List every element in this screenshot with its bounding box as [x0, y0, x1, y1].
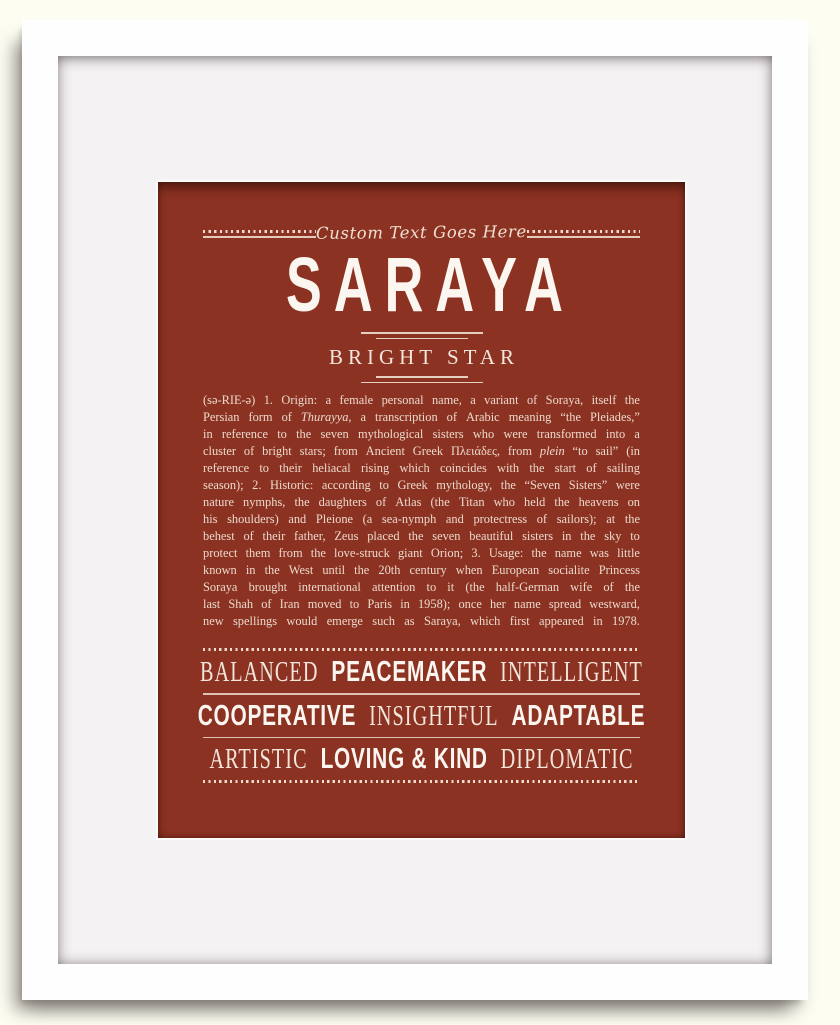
traits-divider — [203, 737, 640, 738]
trait-word: ARTISTIC — [209, 744, 308, 776]
trait-row — [200, 656, 643, 689]
trait-word: BALANCED — [200, 657, 319, 689]
trait-word: INSIGHTFUL — [369, 700, 499, 732]
meaning-title: BRIGHT STAR — [328, 345, 520, 370]
definition-line: cluster of bright stars; from Ancient Greek Πλειάδες, from plein “to sail” (in — [203, 444, 640, 459]
definition-line: behest of their father, Zeus placed the seven beautiful sisters in the sky to — [203, 529, 640, 544]
right-dotted-rule — [527, 230, 640, 237]
trait-word: INTELLIGENT — [500, 657, 643, 689]
custom-text-label: Custom Text Goes Here — [315, 221, 528, 243]
picture-frame — [22, 20, 808, 1000]
definition-line: (sə-RIE-ə) 1. Origin: a female personal name, a variant of Soraya, itself the — [203, 393, 640, 408]
custom-text-header — [203, 220, 640, 244]
dotted-line — [203, 780, 640, 783]
definition-line: new spellings would emerge such as Saraya, which first appeared in 1978. — [203, 614, 640, 629]
trait-word: COOPERATIVE — [197, 699, 357, 732]
definition-line: known in the West until the 20th century when European socialite Princess — [203, 563, 640, 578]
solid-rule — [203, 236, 316, 237]
definition-line: protect them from the love-struck giant Orion; 3. Usage: the name was little — [203, 546, 640, 561]
dotted-line — [203, 648, 640, 651]
definition-line: Soraya brought international attention to it (the half-German wife of the — [203, 580, 640, 595]
trait-row — [209, 743, 634, 776]
definition-line: Persian form of Thurayya, a transcription of Arabic meaning “the Pleiades,” — [203, 410, 640, 425]
trait-word: DIPLOMATIC — [500, 744, 634, 776]
left-dotted-rule — [203, 230, 316, 237]
divider-above-meaning — [361, 332, 483, 339]
trait-word: LOVING & KIND — [320, 743, 488, 776]
definition-text — [203, 392, 640, 630]
traits-divider — [203, 693, 640, 694]
trait-word: PEACEMAKER — [331, 656, 488, 689]
name-title: SARAYA — [285, 242, 575, 328]
definition-line: nature nymphs, the daughters of Atlas (the Titan who held the heavens on — [203, 495, 640, 510]
definition-line: last Shah of Iran moved to Paris in 1958); once her name spread westward, — [203, 597, 640, 612]
definition-line: in reference to the seven mythological sisters who were transformed into a — [203, 427, 640, 442]
rule-line — [361, 382, 483, 384]
dotted-line — [203, 230, 316, 233]
print-content — [158, 182, 685, 838]
traits-section — [197, 648, 646, 783]
dotted-line — [527, 230, 640, 233]
divider-below-meaning — [361, 376, 483, 383]
definition-line: reference to their heliacal rising which coincides with the start of sailing — [203, 461, 640, 476]
definition-line: season); 2. Historic: according to Greek mythology, the “Seven Sisters” were — [203, 478, 640, 493]
rule-line — [361, 332, 483, 334]
definition-line: his shoulders) and Pleione (a sea-nymph and protectress of sailors); at the — [203, 512, 640, 527]
solid-rule — [527, 236, 640, 237]
rule-line — [376, 338, 468, 340]
art-print — [158, 182, 685, 838]
rule-line — [376, 376, 468, 378]
trait-word: ADAPTABLE — [511, 699, 646, 732]
trait-row — [197, 699, 646, 732]
traits-rows — [197, 656, 646, 776]
